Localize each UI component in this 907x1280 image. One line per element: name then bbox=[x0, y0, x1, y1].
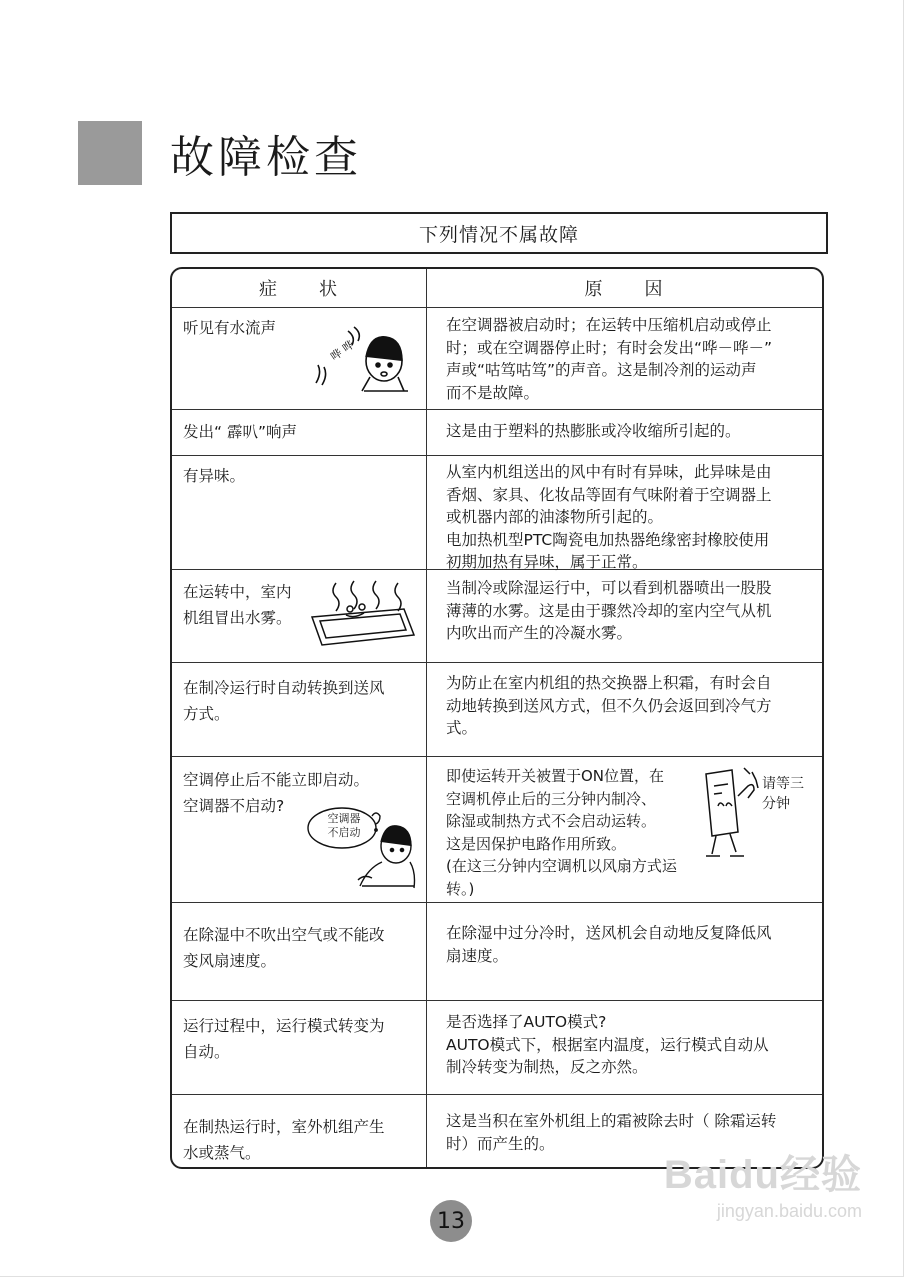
watermark bbox=[664, 1150, 862, 1222]
watermark-logo: Baidu经验 bbox=[663, 1153, 862, 1197]
cause-text: 是否选择了AUTO模式? AUTO模式下，根据室内温度，运行模式自动从 制冷转变为制热，反之亦然。 bbox=[446, 1013, 769, 1076]
waiting-unit-character-illustration bbox=[696, 766, 768, 862]
symptom-text: 在除湿中不吹出空气或不能改 变风扇速度。 bbox=[183, 926, 385, 970]
symptom-text: 听见有水流声 bbox=[183, 319, 277, 337]
watermark-url: jingyan.baidu.com bbox=[716, 1201, 862, 1221]
wait-note: 请等三 分钟 bbox=[762, 776, 804, 812]
table-row bbox=[172, 756, 822, 903]
table-row bbox=[172, 569, 822, 663]
title-marker bbox=[78, 121, 142, 185]
table-row bbox=[172, 662, 822, 757]
page-title: 故障检查 bbox=[170, 132, 362, 183]
symptom-text: 在制冷运行时自动转换到送风 方式。 bbox=[183, 679, 385, 723]
header-cause: 原 因 bbox=[584, 279, 665, 300]
cause-text: 从室内机组送出的风中有时有异味，此异味是由 香烟、家具、化妆品等固有气味附着于空调器上 或机器内部的油漆物所引起的。 电加热机型PTC陶瓷电加热器绝缘密封橡胶使用 初期加热有异味，属于正常。 bbox=[446, 463, 772, 571]
troubleshooting-table bbox=[170, 267, 824, 1169]
girl-hearing-sound-illustration bbox=[312, 321, 412, 399]
symptom-text: 有异味。 bbox=[183, 467, 246, 485]
table-header-row bbox=[172, 269, 822, 308]
symptom-text: 空调停止后不能立即启动。 空调器不启动? bbox=[183, 771, 370, 815]
cause-text: 这是由于塑料的热膨胀或冷收缩所引起的。 bbox=[446, 422, 741, 440]
symptom-text: 在制热运行时，室外机组产生 水或蒸气。 bbox=[183, 1118, 385, 1162]
cause-text: 这是当积在室外机组上的霜被除去时（ 除霜运转 时）而产生的。 bbox=[446, 1112, 777, 1153]
sound-onomatopoeia: 哗 哗 bbox=[328, 338, 357, 364]
table-row bbox=[172, 902, 822, 1001]
cause-text: 在空调器被启动时；在运转中压缩机启动或停止 时；或在空调器停止时；有时会发出“哗－哗－” 声或“咕笃咕笃”的声音。这是制冷剂的运动声 而不是故障。 bbox=[446, 316, 773, 402]
symptom-text: 运行过程中，运行模式转变为 自动。 bbox=[183, 1017, 385, 1061]
table-row bbox=[172, 409, 822, 456]
table-row bbox=[172, 307, 822, 410]
header-symptom: 症 状 bbox=[259, 279, 339, 300]
not-fault-banner: 下列情况不属故障 bbox=[170, 212, 828, 254]
page-number: 13 bbox=[430, 1200, 472, 1242]
cause-text: 为防止在室内机组的热交换器上积霜，有时会自 动地转换到送风方式，但不久仍会返回到冷气方 式。 bbox=[446, 674, 772, 737]
symptom-text: 在运转中，室内 机组冒出水雾。 bbox=[183, 583, 292, 627]
cause-text: 即使运转开关被置于ON位置，在 空调机停止后的三分钟内制冷、 除湿或制热方式不会启动运转。 这是因保护电路作用所致。 (在这三分钟内空调机以风扇方式运转。) bbox=[446, 767, 677, 898]
table-row bbox=[172, 455, 822, 570]
cause-text: 在除湿中过分冷时，送风机会自动地反复降低风 扇速度。 bbox=[446, 924, 772, 965]
symptom-text: 发出“ 霹叭”响声 bbox=[183, 423, 297, 441]
cause-text: 当制冷或除湿运行中，可以看到机器喷出一股股 薄薄的水雾。这是由于骤然冷却的室内空气从机 内吹出而产生的冷凝水雾。 bbox=[446, 579, 772, 642]
table-row bbox=[172, 1000, 822, 1095]
bubble-text: 空调器 不启动 bbox=[327, 812, 361, 839]
indoor-unit-mist-illustration bbox=[306, 579, 418, 649]
